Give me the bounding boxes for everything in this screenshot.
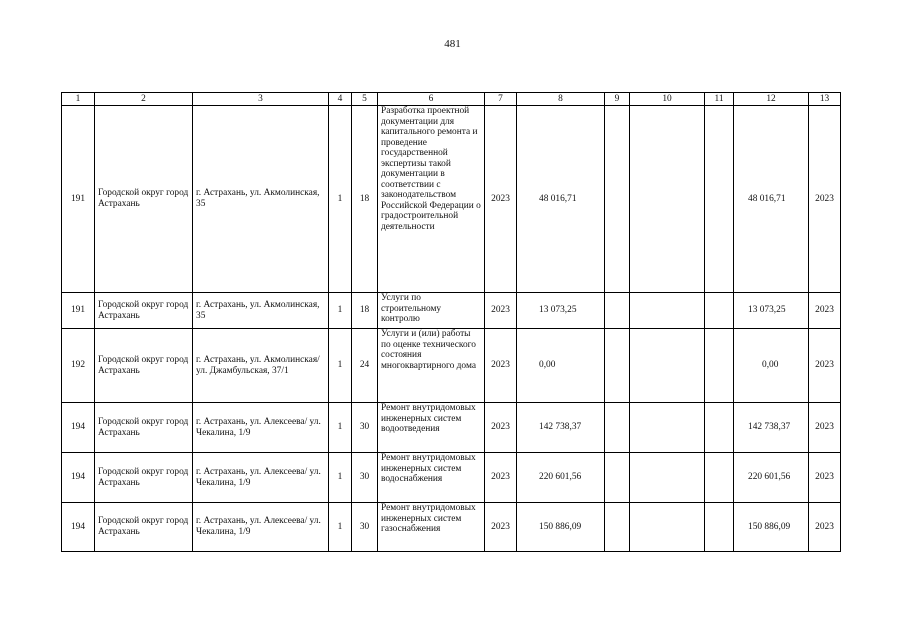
row-number-cell: 191 [62,106,95,293]
municipality-cell: Городской округ город Астрахань [95,293,193,329]
page-number: 481 [444,38,461,50]
table-row [62,106,841,293]
total-cost-cell: 13 073,25 [517,293,605,329]
work-type-cell: Разработка проектной документации для капитального ремонта и проведение государственной экспертизы такой документации в соответствии с законодательством Российской Федерации о градостроительной деятельности [378,106,485,293]
col10-cell [630,106,705,293]
table-row [62,453,841,503]
col9-cell [605,106,630,293]
row-number-cell: 194 [62,453,95,503]
work-type-cell: Услуги и (или) работы по оценке технического состояния многоквартирного дома [378,329,485,403]
col4-cell: 1 [329,106,352,293]
table-row [62,403,841,453]
year-cell: 2023 [485,453,517,503]
header-cell: 6 [378,93,485,106]
work-type-cell: Ремонт внутридомовых инженерных систем водоотведения [378,403,485,453]
col9-cell [605,329,630,403]
row-number-cell: 194 [62,503,95,552]
col11-cell [705,403,734,453]
header-cell: 2 [95,93,193,106]
total-cost-cell: 142 738,37 [517,403,605,453]
col4-cell: 1 [329,453,352,503]
col5-cell: 30 [352,453,378,503]
col11-cell [705,453,734,503]
funding-cell: 220 601,56 [734,453,809,503]
col9-cell [605,293,630,329]
col5-cell: 30 [352,403,378,453]
funding-cell: 13 073,25 [734,293,809,329]
row-number-cell: 191 [62,293,95,329]
row-number-cell: 192 [62,329,95,403]
total-cost-cell: 0,00 [517,329,605,403]
year-cell: 2023 [485,403,517,453]
completion-year-cell: 2023 [809,293,841,329]
table-row [62,503,841,552]
header-cell: 4 [329,93,352,106]
address-cell: г. Астрахань, ул. Акмолинская, 35 [193,106,329,293]
col10-cell [630,329,705,403]
address-cell: г. Астрахань, ул. Акмолинская, 35 [193,293,329,329]
col10-cell [630,403,705,453]
col9-cell [605,403,630,453]
address-cell: г. Астрахань, ул. Акмолинская/ ул. Джамбульская, 37/1 [193,329,329,403]
total-cost-cell: 150 886,09 [517,503,605,552]
year-cell: 2023 [485,106,517,293]
municipality-cell: Городской округ город Астрахань [95,329,193,403]
col11-cell [705,106,734,293]
municipality-cell: Городской округ город Астрахань [95,106,193,293]
work-type-cell: Услуги по строительному контролю [378,293,485,329]
col10-cell [630,503,705,552]
header-cell: 13 [809,93,841,106]
year-cell: 2023 [485,293,517,329]
col11-cell [705,293,734,329]
municipality-cell: Городской округ город Астрахань [95,403,193,453]
work-type-cell: Ремонт внутридомовых инженерных систем водоснабжения [378,453,485,503]
header-cell: 9 [605,93,630,106]
work-type-cell: Ремонт внутридомовых инженерных систем газоснабжения [378,503,485,552]
municipality-cell: Городской округ город Астрахань [95,503,193,552]
funding-cell: 142 738,37 [734,403,809,453]
completion-year-cell: 2023 [809,106,841,293]
col10-cell [630,293,705,329]
header-cell: 7 [485,93,517,106]
municipality-cell: Городской округ город Астрахань [95,453,193,503]
total-cost-cell: 48 016,71 [517,106,605,293]
table-row [62,329,841,403]
col11-cell [705,503,734,552]
col5-cell: 30 [352,503,378,552]
funding-cell: 48 016,71 [734,106,809,293]
year-cell: 2023 [485,329,517,403]
funding-cell: 150 886,09 [734,503,809,552]
header-cell: 12 [734,93,809,106]
col4-cell: 1 [329,403,352,453]
address-cell: г. Астрахань, ул. Алексеева/ ул. Чекалина, 1/9 [193,453,329,503]
capital-repair-table [61,92,841,552]
header-cell: 11 [705,93,734,106]
col11-cell [705,329,734,403]
col9-cell [605,503,630,552]
completion-year-cell: 2023 [809,329,841,403]
header-cell: 3 [193,93,329,106]
total-cost-cell: 220 601,56 [517,453,605,503]
col5-cell: 24 [352,329,378,403]
col9-cell [605,453,630,503]
funding-cell: 0,00 [734,329,809,403]
col4-cell: 1 [329,329,352,403]
completion-year-cell: 2023 [809,403,841,453]
col5-cell: 18 [352,293,378,329]
column-number-header-row [62,93,841,106]
completion-year-cell: 2023 [809,503,841,552]
col4-cell: 1 [329,293,352,329]
row-number-cell: 194 [62,403,95,453]
address-cell: г. Астрахань, ул. Алексеева/ ул. Чекалина, 1/9 [193,503,329,552]
col10-cell [630,453,705,503]
header-cell: 1 [62,93,95,106]
completion-year-cell: 2023 [809,453,841,503]
header-cell: 10 [630,93,705,106]
address-cell: г. Астрахань, ул. Алексеева/ ул. Чекалина, 1/9 [193,403,329,453]
header-cell: 5 [352,93,378,106]
col4-cell: 1 [329,503,352,552]
col5-cell: 18 [352,106,378,293]
header-cell: 8 [517,93,605,106]
year-cell: 2023 [485,503,517,552]
table-row [62,293,841,329]
